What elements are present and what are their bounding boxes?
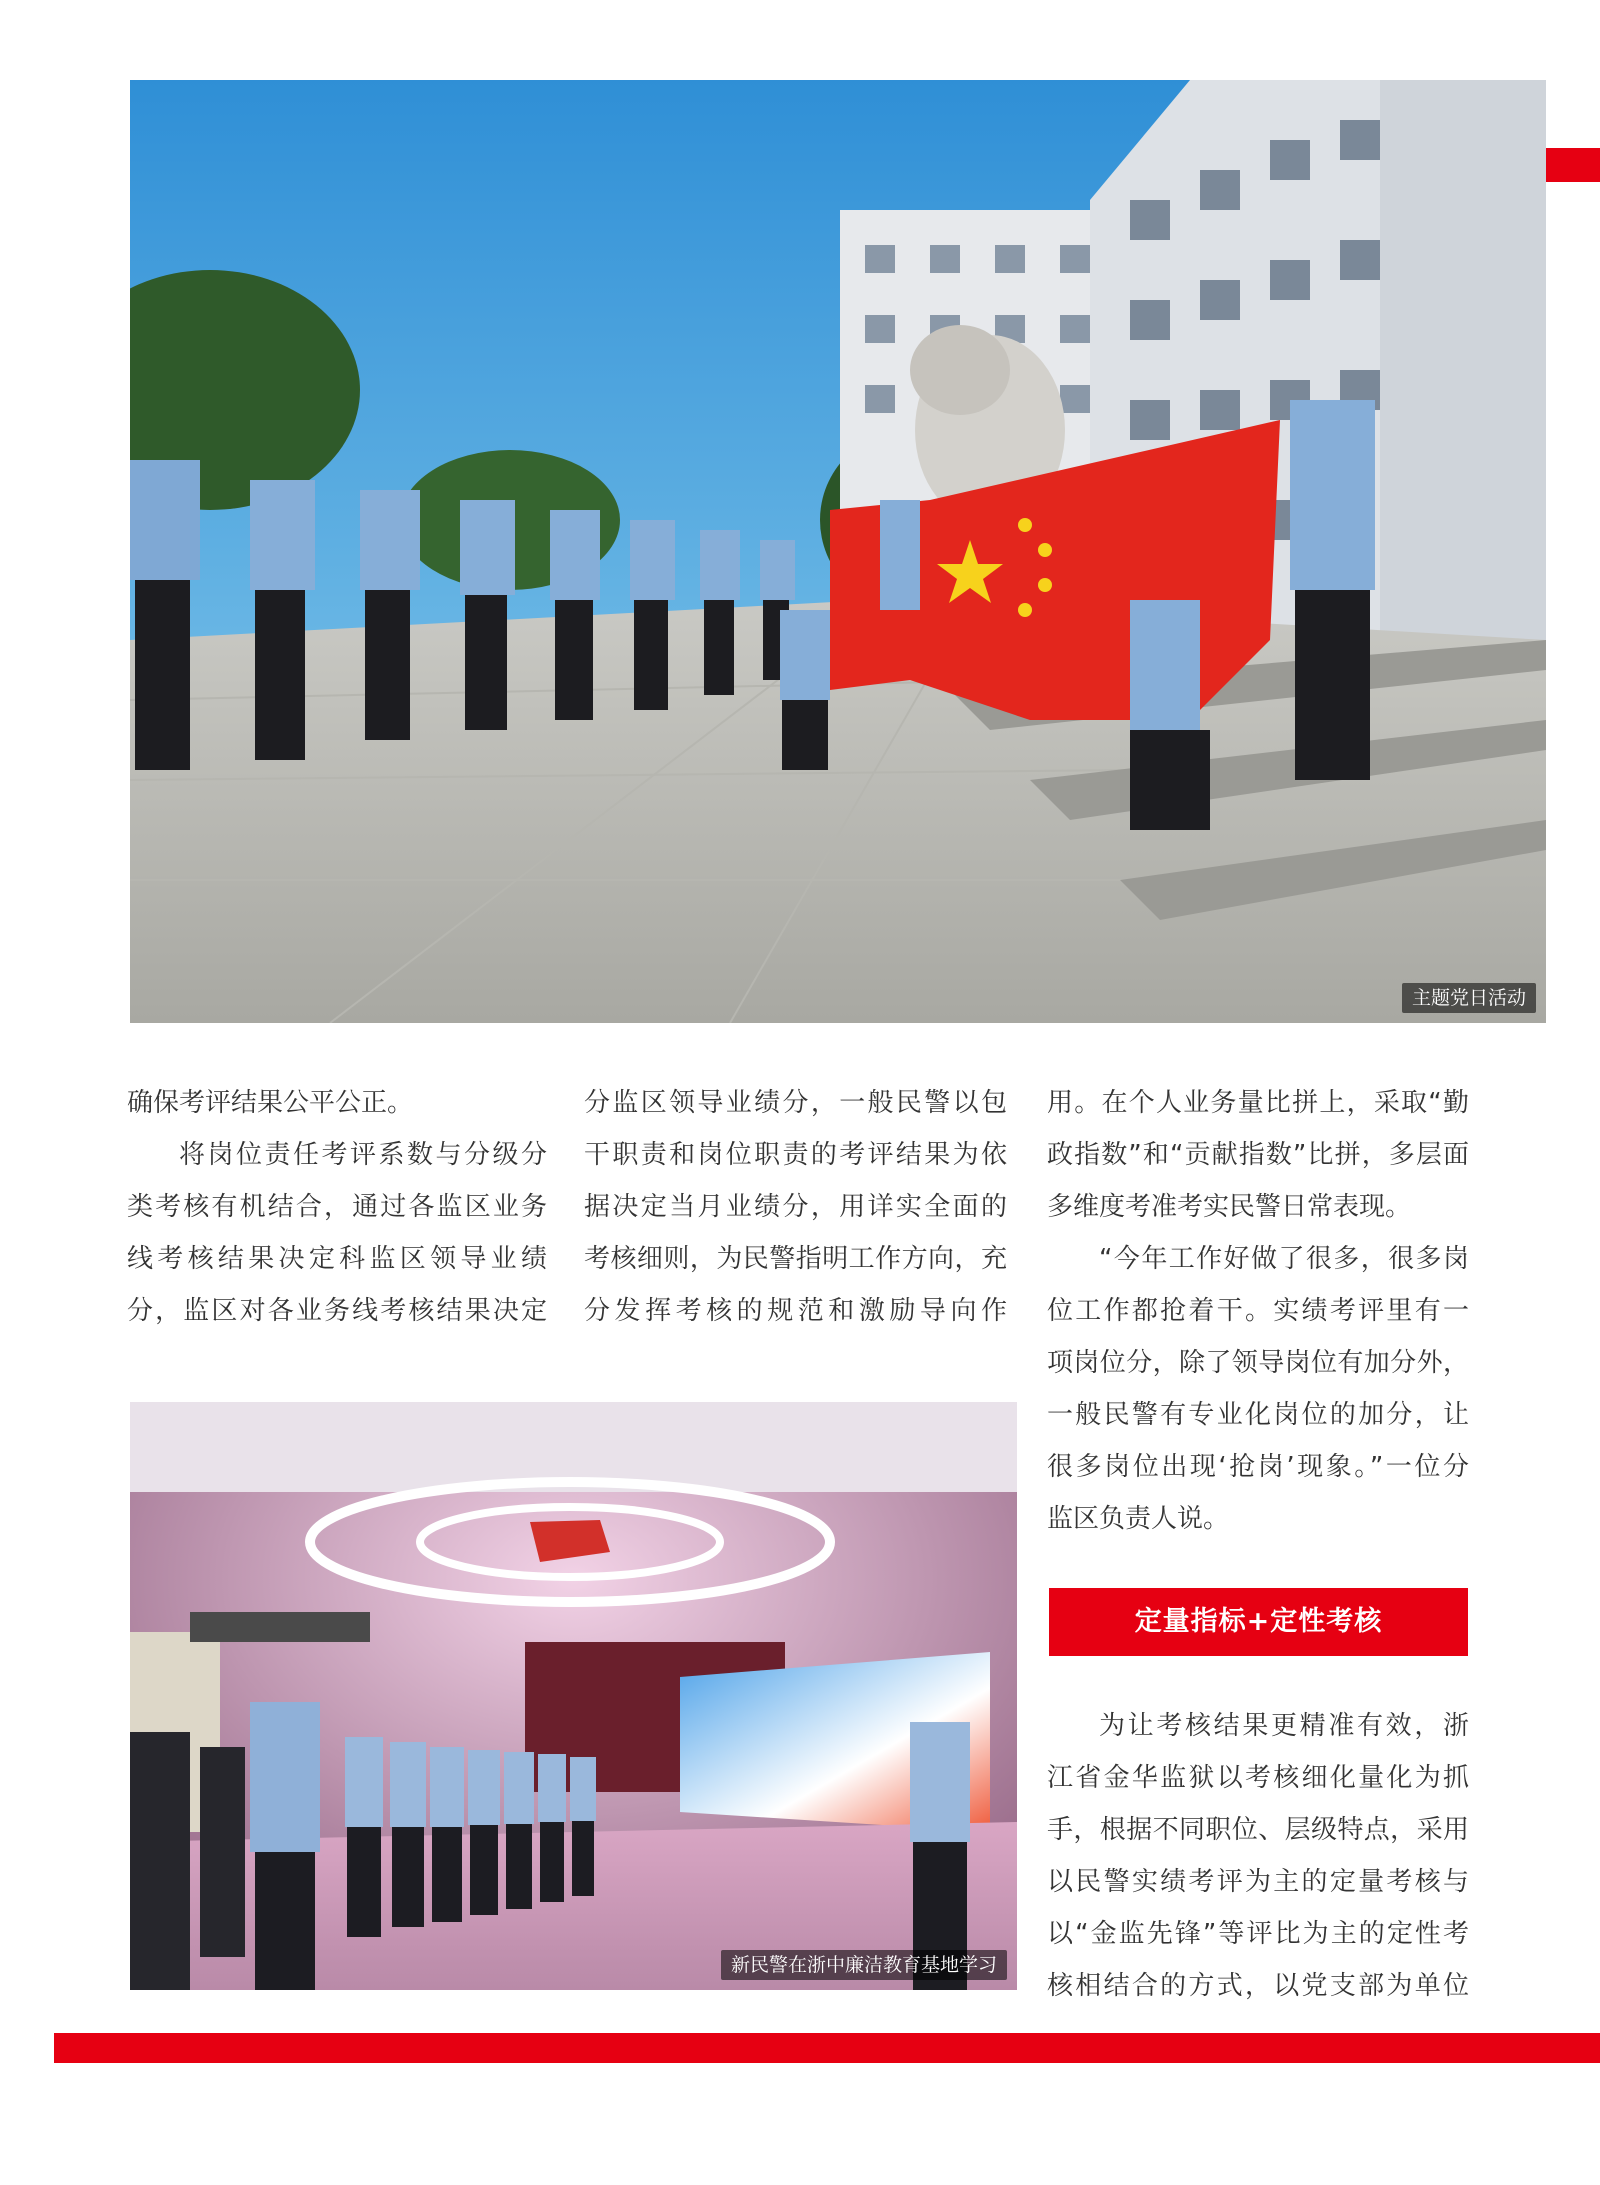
text-column-3 xyxy=(1047,1077,1469,1545)
paragraph-line: 线考核结果决定科监区领导业绩 xyxy=(127,1244,547,1274)
paragraph-line: 江省金华监狱以考核细化量化为抓 xyxy=(1047,1763,1469,1793)
photo-theme-party-day xyxy=(130,80,1546,1023)
photo-caption: 新民警在浙中廉洁教育基地学习 xyxy=(721,1950,1007,1980)
paragraph-line: 以民警实绩考评为主的定量考核与 xyxy=(1047,1867,1469,1897)
paragraph-line: 类考核有机结合，通过各监区业务 xyxy=(127,1192,547,1222)
text-column-1 xyxy=(127,1077,547,1337)
paragraph-line: 分，监区对各业务线考核结果决定 xyxy=(127,1296,547,1326)
paragraph-line: 分监区领导业绩分，一般民警以包 xyxy=(584,1088,1007,1118)
paragraph-line: 项岗位分，除了领导岗位有加分外， xyxy=(1047,1348,1469,1378)
flag-ceremony-image xyxy=(130,80,1546,1023)
paragraph-line: 分发挥考核的规范和激励导向作 xyxy=(584,1296,1007,1326)
paragraph-line: 用。在个人业务量比拼上，采取“勤 xyxy=(1047,1088,1469,1118)
paragraph-line: 手，根据不同职位、层级特点，采用 xyxy=(1047,1815,1469,1845)
paragraph-line: 很多岗位出现‘抢岗’现象。”一位分 xyxy=(1047,1452,1469,1482)
paragraph-line: 监区负责人说。 xyxy=(1047,1504,1230,1534)
photo-education-base xyxy=(130,1402,1017,1990)
education-base-image xyxy=(130,1402,1017,1990)
paragraph-line: 确保考评结果公平公正。 xyxy=(127,1088,414,1118)
paragraph-line: 考核细则，为民警指明工作方向，充 xyxy=(584,1244,1007,1274)
paragraph-line: 多维度考准考实民警日常表现。 xyxy=(1047,1192,1412,1222)
paragraph-line: 核相结合的方式，以党支部为单位 xyxy=(1047,1971,1469,2001)
paragraph-line: “今年工作好做了很多，很多岗 xyxy=(1099,1244,1469,1274)
paragraph-line: 据决定当月业绩分，用详实全面的 xyxy=(584,1192,1007,1222)
side-tab-decoration xyxy=(1546,148,1600,182)
paragraph-line: 位工作都抢着干。实绩考评里有一 xyxy=(1047,1296,1469,1326)
paragraph-line: 以“金监先锋”等评比为主的定性考 xyxy=(1047,1919,1469,1949)
paragraph-line: 将岗位责任考评系数与分级分 xyxy=(179,1140,547,1170)
section-heading: 定量指标+定性考核 xyxy=(1049,1588,1468,1656)
text-column-2 xyxy=(584,1077,1007,1337)
paragraph-line: 政指数”和“贡献指数”比拼，多层面 xyxy=(1047,1140,1469,1170)
bottom-bar-decoration xyxy=(54,2033,1600,2063)
paragraph-line: 干职责和岗位职责的考评结果为依 xyxy=(584,1140,1007,1170)
paragraph-line: 一般民警有专业化岗位的加分，让 xyxy=(1047,1400,1469,1430)
paragraph-line: 为让考核结果更精准有效，浙 xyxy=(1099,1711,1469,1741)
text-column-3-continued xyxy=(1047,1700,1469,2012)
photo-caption: 主题党日活动 xyxy=(1402,983,1536,1013)
